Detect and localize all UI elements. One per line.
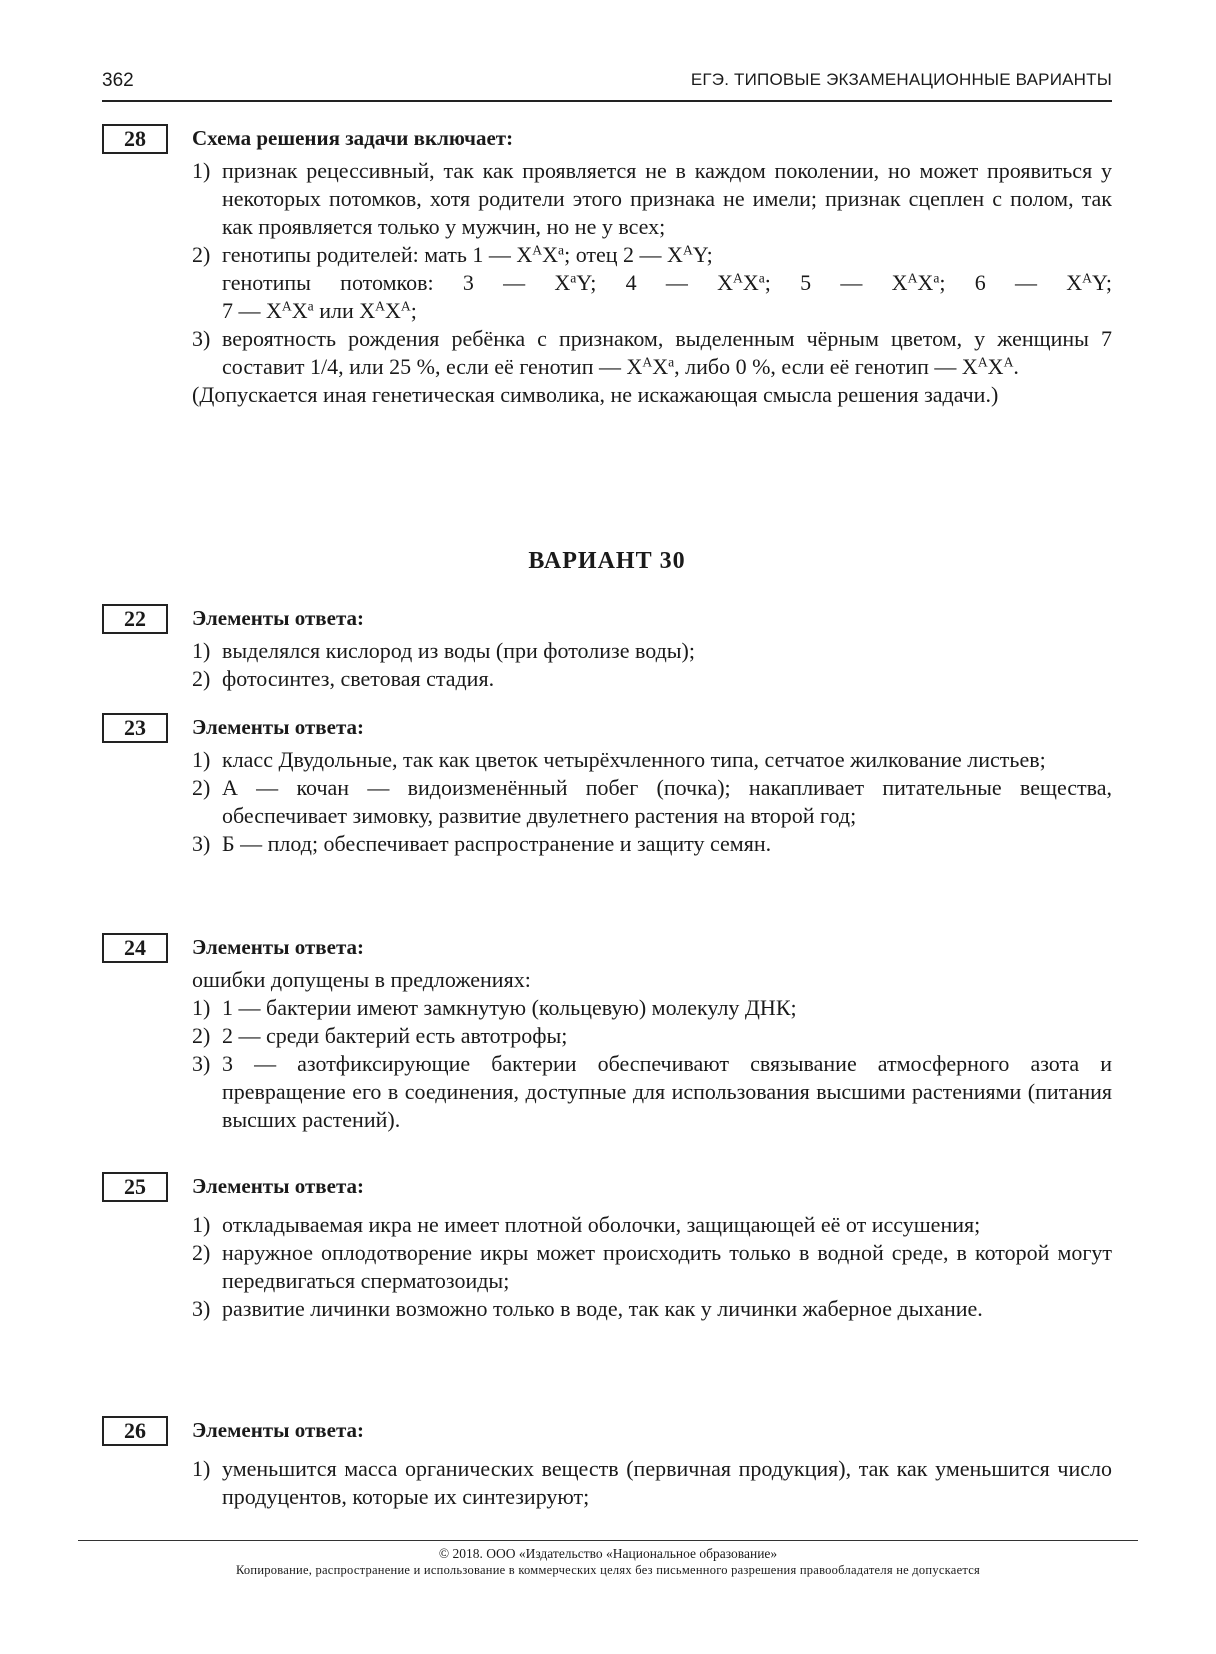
list-item: 1) класс Двудольные, так как цветок четырёхчленного типа, сетчатое жилкование листьев; bbox=[192, 747, 1046, 772]
question-number-box: 22 bbox=[102, 604, 168, 634]
answer-block-28 bbox=[102, 124, 1112, 409]
list-item-probability: 3) вероятность рождения ребёнка с признаком, выделенным чёрным цветом, у женщины 7 составит 1/4, или 25 %, если её генотип — $X^AX^a$, либо 0 %, если её генотип — $X^AX^A$. bbox=[192, 326, 1112, 379]
footer-divider bbox=[78, 1540, 1138, 1541]
answer-block-23 bbox=[102, 713, 1112, 858]
list-item: 3) Б — плод; обеспечивает распространение и защиту семян. bbox=[192, 831, 772, 856]
running-title: ЕГЭ. ТИПОВЫЕ ЭКЗАМЕНАЦИОННЫЕ ВАРИАНТЫ bbox=[690, 70, 1112, 89]
question-number-box: 24 bbox=[102, 933, 168, 963]
answer-heading: Элементы ответа: bbox=[192, 606, 365, 630]
answer-heading: Схема решения задачи включает: bbox=[192, 126, 514, 150]
answer-heading: Элементы ответа: bbox=[192, 1418, 365, 1442]
answer-block-22 bbox=[102, 604, 1112, 693]
answer-heading: Элементы ответа: bbox=[192, 715, 365, 739]
page-number: 362 bbox=[102, 70, 134, 91]
question-number-box: 25 bbox=[102, 1172, 168, 1202]
list-item: 1) признак рецессивный, так как проявляется не в каждом поколении, но может проявиться у некоторых потомков, хотя родители этого признака не имели; признак сцеплен с полом, так как проявляется только у мужчин, но не у всех; bbox=[192, 158, 1112, 239]
footer-notice: Копирование, распространение и использование в коммерческих целях без письменного разрешения правообладателя не допускается bbox=[235, 1563, 981, 1577]
list-item: 2) наружное оплодотворение икры может происходить только в водной среде, в которой могут передвигаться сперматозоиды; bbox=[192, 1240, 1112, 1293]
list-item: 3) 3 — азотфиксирующие бактерии обеспечивают связывание атмосферного азота и превращение его в соединения, доступные для использования высшими растениями (питания высших растений). bbox=[192, 1051, 1112, 1132]
answer-heading: Элементы ответа: bbox=[192, 1174, 365, 1198]
list-item: 1) выделялся кислород из воды (при фотолизе воды); bbox=[192, 638, 695, 663]
question-number-box: 26 bbox=[102, 1416, 168, 1446]
page-header bbox=[102, 70, 1112, 102]
list-item: 2) фотосинтез, световая стадия. bbox=[192, 666, 495, 691]
list-item: 2) 2 — среди бактерий есть автотрофы; bbox=[192, 1023, 568, 1048]
answer-intro: ошибки допущены в предложениях: bbox=[192, 967, 531, 992]
question-number-box: 23 bbox=[102, 713, 168, 743]
question-number-box: 28 bbox=[102, 124, 168, 154]
variant-title: ВАРИАНТ 30 bbox=[528, 548, 686, 574]
answer-block-26 bbox=[102, 1416, 1112, 1511]
answer-block-24 bbox=[102, 933, 1112, 1134]
note: (Допускается иная генетическая символика, не искажающая смысла решения задачи.) bbox=[192, 382, 999, 407]
list-item: 1) откладываемая икра не имеет плотной оболочки, защищающей её от иссушения; bbox=[192, 1212, 981, 1237]
list-item-genotypes: 2) генотипы родителей: мать 1 — $X^AX^a$; отец 2 — $X^AY$; генотипы потомков: 3 — $X^aY$; 4 — $X^AX^a$; 5 — $X^AX^a$; 6 — $X^AY$; 7 — $X^AX^a$ или $X^AX^A$; bbox=[192, 242, 1113, 323]
list-item: 2) А — кочан — видоизменённый побег (почка); накапливает питательные вещества, обеспечивает зимовку, развитие двулетнего растения на второй год; bbox=[192, 775, 1112, 828]
answer-block-25 bbox=[102, 1172, 1112, 1323]
list-item: 1) уменьшится масса органических веществ (первичная продукция), так как уменьшится число продуцентов, которые их синтезируют; bbox=[192, 1456, 1112, 1509]
answer-heading: Элементы ответа: bbox=[192, 935, 365, 959]
list-item: 1) 1 — бактерии имеют замкнутую (кольцевую) молекулу ДНК; bbox=[192, 995, 797, 1020]
list-item: 3) развитие личинки возможно только в воде, так как у личинки жаберное дыхание. bbox=[192, 1296, 983, 1321]
footer-copyright: © 2018. ООО «Издательство «Национальное образование» bbox=[438, 1546, 778, 1561]
